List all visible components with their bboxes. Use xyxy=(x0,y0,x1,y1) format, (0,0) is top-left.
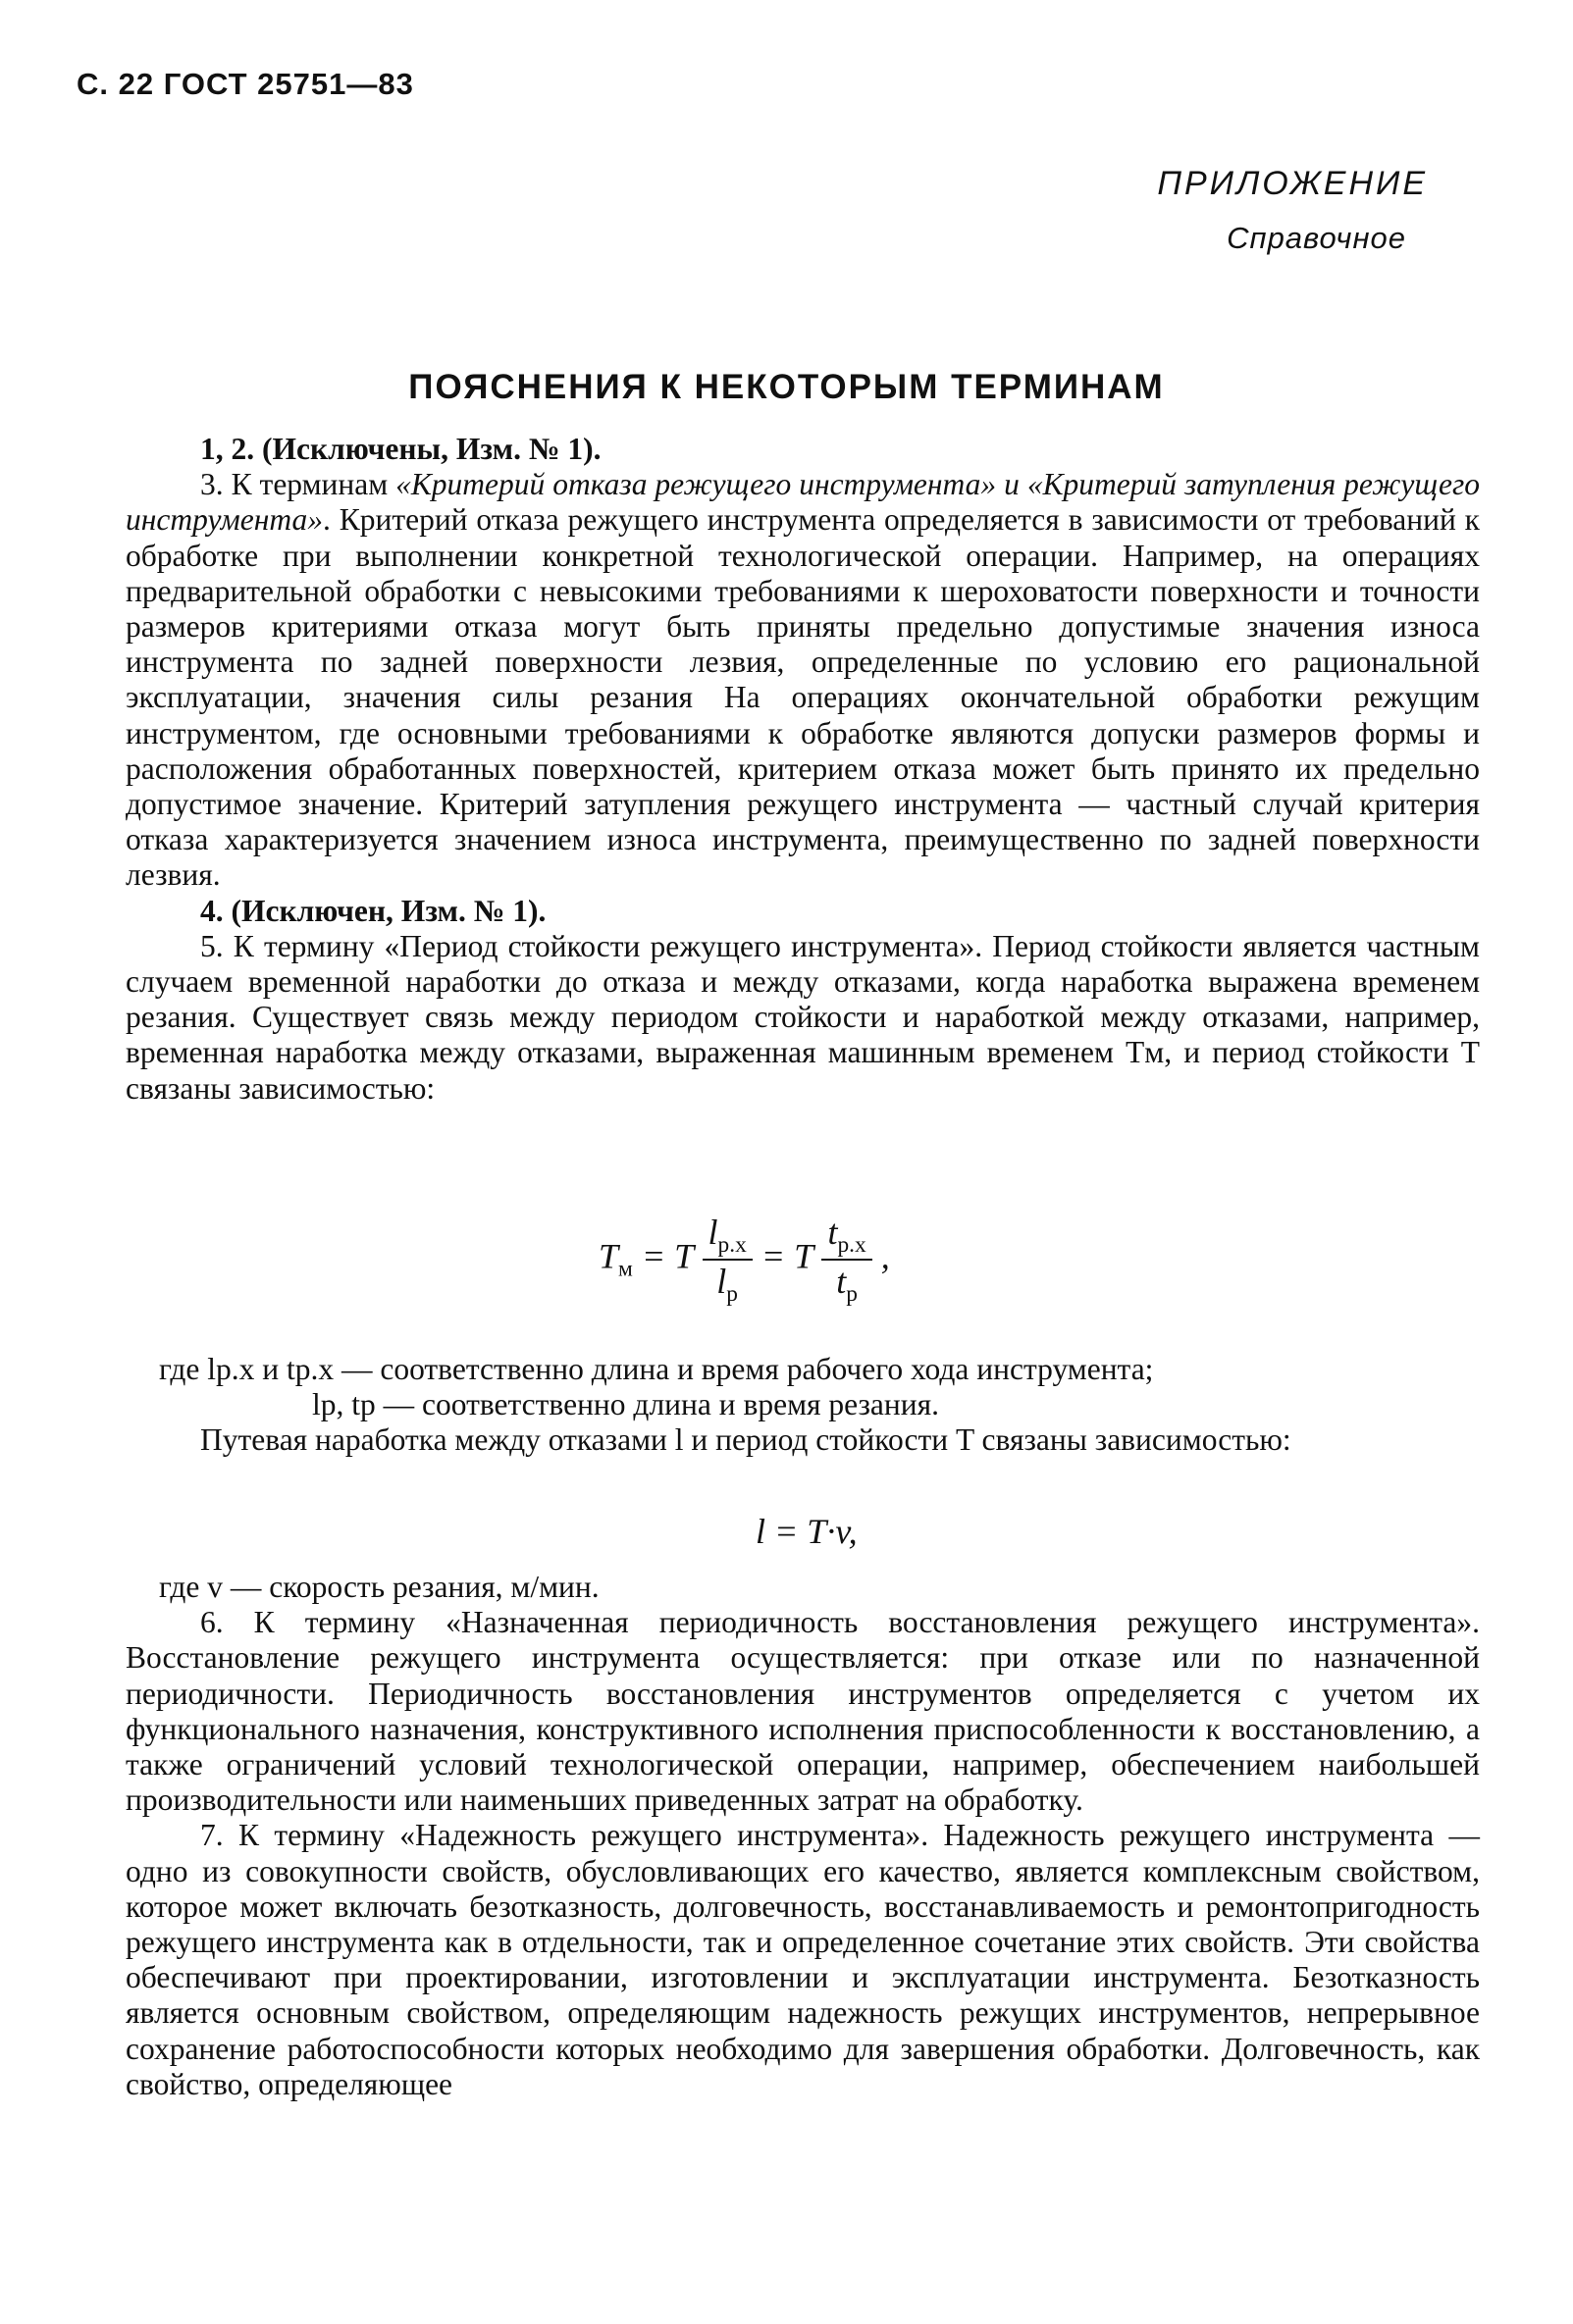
text-block-1 xyxy=(126,432,1480,1107)
path-text: Путевая наработка между отказами l и период стойкости T связаны зависимостью: xyxy=(200,1422,1291,1458)
appendix-title: ПРИЛОЖЕНИЕ xyxy=(1157,165,1428,202)
item-3: 3. К терминам «Критерий отказа режущего инструмента» и «Критерий затупления режущего инструмента». Критерий отказа режущего инструмента определяется в зависимости от требований к обработке при выполнении конкретной технологической операции. Например, на операциях предварительной обработки с невысокими требованиями к шероховатости поверхности и точности размеров критериями отказа могут быть приняты предельно допустимые значения износа инструмента по задней поверхности лезвия, определенные по условию его рациональной эксплуатации, значения силы резания На операциях окончательной обработки режущим инструментом, где основными требованиями к обработке являются допуски размеров формы и расположения обработанных поверхностей, критерием отказа может быть принято их предельно допустимое значение. Критерий затупления режущего инструмента — частный случай критерия отказа характеризуется значением износа инструмента, преимущественно по задней поверхности лезвия. xyxy=(126,467,1480,893)
text-block-2 xyxy=(126,1352,1480,1459)
where-line-2: lр, tр — соответственно длина и время резания. xyxy=(312,1387,939,1422)
fraction-length: $\frac{l_{р.х}}{l_р}$ xyxy=(703,1212,753,1308)
item-4: 4. (Исключен, Изм. № 1). xyxy=(200,893,547,928)
item-7: 7. К термину «Надежность режущего инструмента». Надежность режущего инструмента — одно из совокупности свойств, обусловливающих его качество, является комплексным свойством, которое может включать безотказность, долговечность, восстанавливаемость и ремонтопригодность режущего инструмента как в отдельности, так и определенное сочетание этих свойств. Эти свойства обеспечивают при проектировании, изготовлении и эксплуатации инструмента. Безотказность является основным свойством, определяющим надежность режущих инструментов, непрерывное сохранение работоспособности которых необходимо для завершения обработки. Долговечность, как свойство, определяющее xyxy=(126,1818,1480,2101)
where-line-1: где lр.х и tр.х — соответственно длина и время рабочего хода инструмента; xyxy=(159,1352,1154,1386)
fraction-time: $\frac{t_{р.х}}{t_р}$ xyxy=(821,1212,871,1308)
where-line-3: где v — скорость резания, м/мин. xyxy=(159,1570,600,1604)
item-6: 6. К термину «Назначенная периодичность восстановления режущего инструмента». Восстановление режущего инструмента осуществляется: при отказе или по назначенной периодичности. Периодичность восстановления инструментов определяется с учетом их функционального назначения, конструктивного исполнения приспособленности к восстановлению, а также ограничений условий технологической операции, например, обеспечением наибольшей производительности или наименьших приведенных затрат на обработку. xyxy=(126,1605,1480,1818)
item-3-terms: «Критерий отказа режущего инструмента» и «Критерий затупления режущего инструмента» xyxy=(126,467,1480,538)
formula-tm: $T_м = T$ $\frac{l_{р.х}}{l_р}$ = T $\frac{t_{р.х}}{t_р}$ , xyxy=(599,1213,890,1308)
page-header: С. 22 ГОСТ 25751—83 xyxy=(77,67,414,101)
document-title: ПОЯСНЕНИЯ К НЕКОТОРЫМ ТЕРМИНАМ xyxy=(408,368,1165,406)
formula-l: l = T·v, xyxy=(756,1512,858,1551)
item-5: 5. К термину «Период стойкости режущего инструмента». Период стойкости является частным случаем временной наработки до отказа и между отказами, когда наработка выражена временем резания. Существует связь между периодом стойкости и наработкой между отказами, например, временная наработка между отказами, выраженная машинным временем Tм, и период стойкости T связаны зависимостью: xyxy=(126,928,1480,1106)
appendix-type: Справочное xyxy=(1227,221,1406,255)
text-block-3 xyxy=(126,1570,1480,2102)
item-1-2: 1, 2. (Исключены, Изм. № 1). xyxy=(200,432,602,466)
